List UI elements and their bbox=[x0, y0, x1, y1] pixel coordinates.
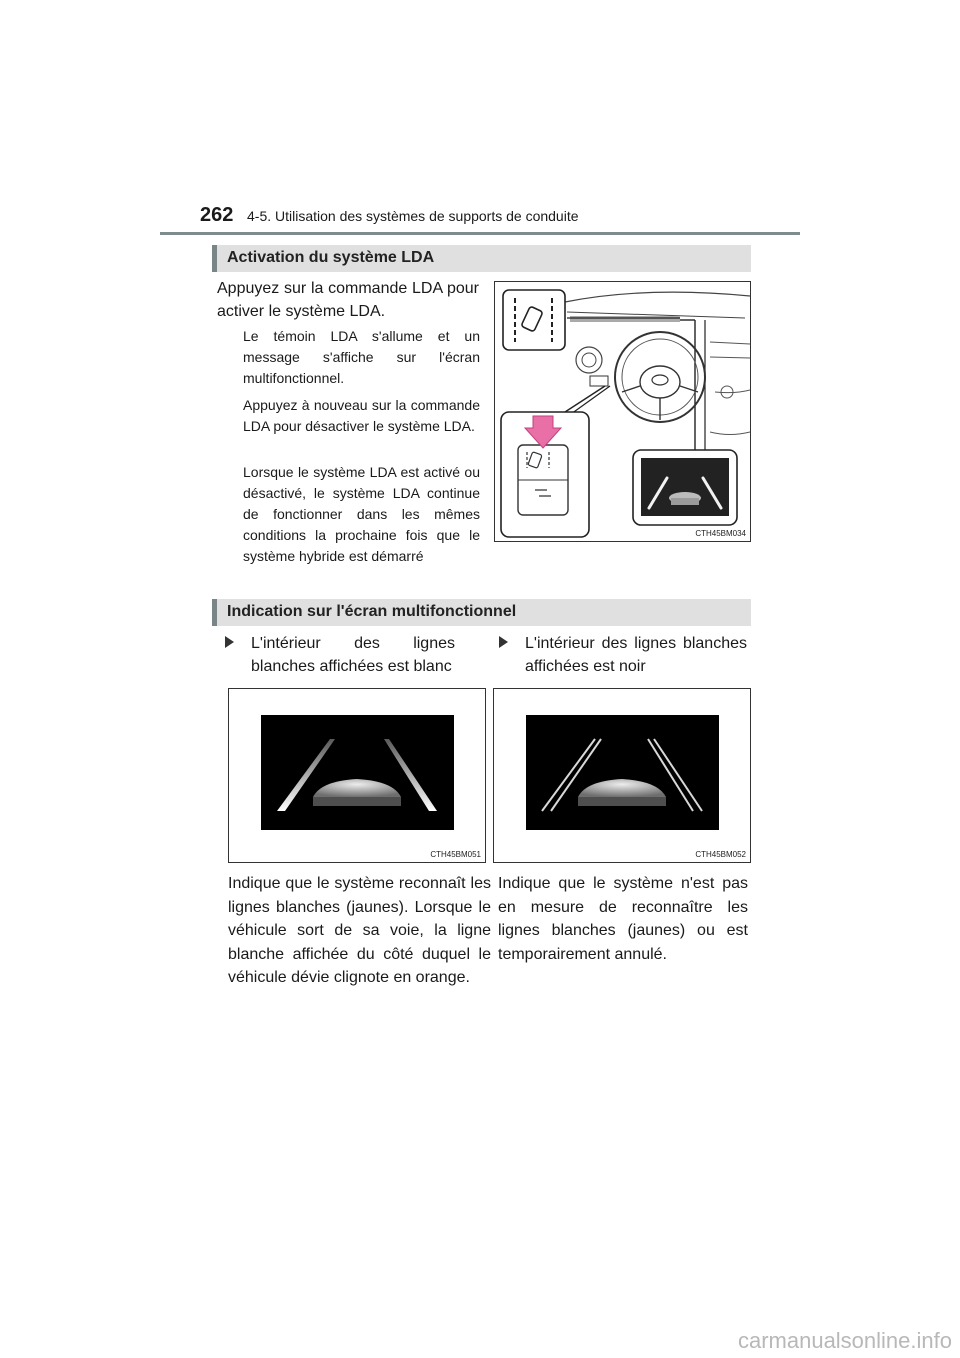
header-divider bbox=[160, 232, 800, 235]
section-heading-display bbox=[212, 599, 751, 626]
display-figure-white bbox=[228, 688, 486, 863]
instruction-text: Appuyez sur la commande LDA pour activer le système LDA. bbox=[217, 280, 479, 320]
triangle-bullet-icon bbox=[499, 636, 508, 648]
figure-code: CTH45BM052 bbox=[695, 850, 746, 859]
figure-code: CTH45BM051 bbox=[430, 850, 481, 859]
dashboard-illustration bbox=[495, 282, 751, 542]
description-left: Indique que le système reconnaît les lignes blanches (jaunes). Lorsque le véhicule sort de sa voie, la ligne blanche affichée du côté duquel le véhicule dévie clignote en orange. bbox=[228, 875, 491, 986]
section-heading-label: Indication sur l'écran multifonctionnel bbox=[227, 603, 517, 620]
lane-display-white-illustration bbox=[229, 689, 486, 863]
section-heading-label: Activation du système LDA bbox=[227, 249, 435, 266]
note-text: Lorsque le système LDA est activé ou désactivé, le système LDA continue de fonctionner dans les mêmes conditions la prochaine fois que le système hybride est démarré bbox=[243, 464, 480, 564]
bullet-text: L'intérieur des lignes blanches affichées est noir bbox=[525, 635, 747, 675]
watermark: carmanualsonline.info bbox=[737, 1328, 952, 1353]
section-heading-activation bbox=[212, 245, 751, 272]
triangle-bullet-icon bbox=[225, 636, 234, 648]
description-right: Indique que le système n'est pas en mesure de reconnaître les lignes blanches (jaunes) ou est temporairement annulé. bbox=[498, 875, 748, 963]
chapter-title: 4-5. Utilisation des systèmes de supports de conduite bbox=[247, 208, 579, 224]
bullet-right bbox=[499, 632, 747, 678]
figure-code: CTH45BM034 bbox=[695, 529, 746, 538]
bullet-text: L'intérieur des lignes blanches affichées est blanc bbox=[251, 635, 455, 675]
bullet-left bbox=[225, 632, 455, 678]
dashboard-figure bbox=[494, 281, 751, 542]
note-text: Appuyez à nouveau sur la commande LDA pour désactiver le système LDA. bbox=[243, 397, 480, 434]
lane-display-black-illustration bbox=[494, 689, 751, 863]
page-number: 262 bbox=[200, 204, 234, 226]
note-text: Le témoin LDA s'allume et un message s'affiche sur l'écran multifonctionnel. bbox=[243, 328, 480, 386]
display-figure-black bbox=[493, 688, 751, 863]
